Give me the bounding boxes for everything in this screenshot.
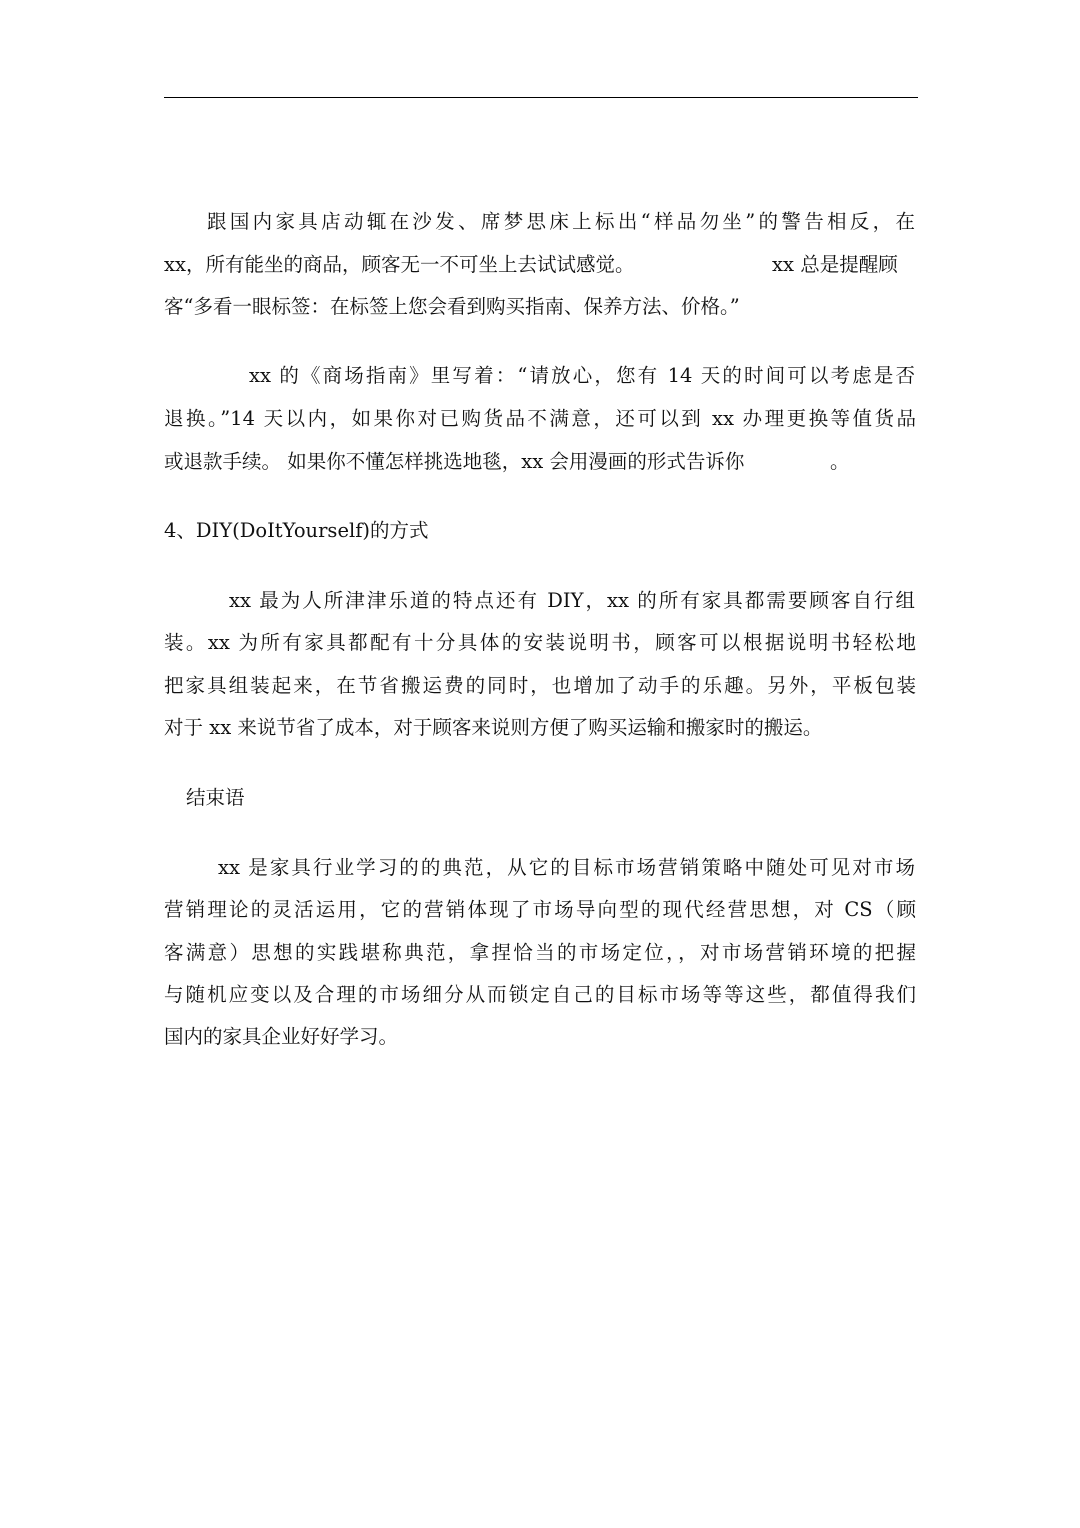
paragraph-4-line-5: 国内的家具企业好好学习。 (164, 1025, 399, 1048)
paragraph-1-line-2-tail: xx 总是提醒顾 (772, 253, 898, 276)
paragraph-3-line-2: 装。xx 为所有家具都配有十分具体的安装说明书，顾客可以根据说明书轻松地 (164, 631, 916, 654)
paragraph-2-line-2: 退换。”14 天以内，如果你对已购货品不满意，还可以到 xx 办理更换等值货品 (164, 407, 916, 430)
paragraph-4-line-4: 与随机应变以及合理的市场细分从而锁定自己的目标市场等等这些，都值得我们 (164, 983, 916, 1006)
paragraph-4-line-1: xx 是家具行业学习的的典范，从它的目标市场营销策略中随处可见对市场 (218, 856, 915, 879)
paragraph-1-line-2: xx，所有能坐的商品，顾客无一不可坐上去试试感觉。 (164, 253, 635, 276)
paragraph-3-line-3: 把家具组装起来，在节省搬运费的同时，也增加了动手的乐趣。另外，平板包装 (164, 674, 916, 697)
paragraph-2-line-3-tail: 。 (830, 450, 850, 473)
paragraph-2-line-3: 或退款手续。 如果你不懂怎样挑选地毯，xx 会用漫画的形式告诉你 (164, 450, 745, 473)
paragraph-1-line-1: 跟国内家具店动辄在沙发、席梦思床上标出“样品勿坐”的警告相反，在 (207, 210, 915, 233)
section-heading-diy: 4、DIY(DoItYourself)的方式 (164, 519, 429, 542)
paragraph-4-line-3: 客满意）思想的实践堪称典范，拿捏恰当的市场定位，，对市场营销环境的把握 (164, 941, 916, 964)
header-rule (164, 97, 918, 98)
paragraph-1-line-3: 客“多看一眼标签：在标签上您会看到购买指南、保养方法、价格。” (164, 295, 740, 318)
paragraph-3-line-1: xx 最为人所津津乐道的特点还有 DIY，xx 的所有家具都需要顾客自行组 (229, 589, 915, 612)
section-heading-conclusion: 结束语 (186, 786, 245, 809)
paragraph-2-line-1: xx 的《商场指南》里写着：“请放心，您有 14 天的时间可以考虑是否 (249, 364, 915, 387)
paragraph-3-line-4: 对于 xx 来说节省了成本，对于顾客来说则方便了购买运输和搬家时的搬运。 (164, 716, 823, 739)
paragraph-4-line-2: 营销理论的灵活运用，它的营销体现了市场导向型的现代经营思想，对 CS（顾 (164, 898, 916, 921)
